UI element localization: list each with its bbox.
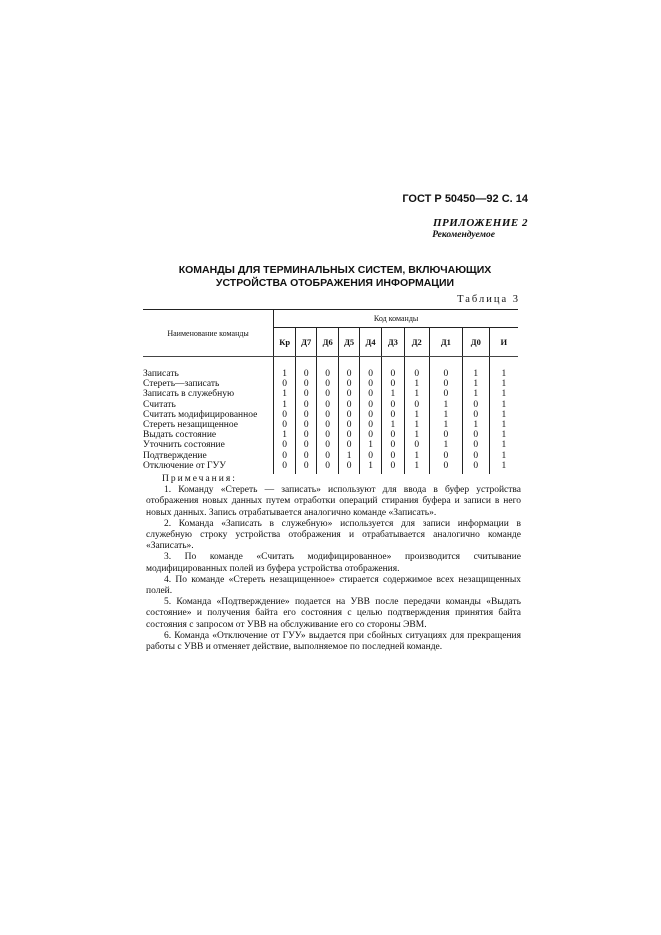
code-bit: 0 [462,410,489,420]
notes [146,474,521,653]
code-bit: 0 [274,440,296,450]
code-bit: 1 [489,420,518,430]
note-item: 5. Команда «Подтверждение» подается на УВВ после передачи команды «Выдать состояние» и получения байта его состояния с целью подтверждения принятия байта состояния с запросом от УВВ на обслуживание его со стороны ЭВМ. [146,597,521,630]
code-bit: 1 [382,420,405,430]
table-row [143,357,518,380]
code-bit: 1 [404,389,429,399]
title-line: КОМАНДЫ ДЛЯ ТЕРМИНАЛЬНЫХ СИСТЕМ, ВКЛЮЧАЮЩИХ [178,264,492,276]
code-bit: 0 [382,357,405,380]
note-item: 1. Команду «Стереть — записать» используют для ввода в буфер устройства отображения новых данных путем отработки операций стирания буфера и записи в него новых данных. Запись отрабатывается аналогично команде «Записать». [146,485,521,518]
code-bit: 1 [489,400,518,410]
code-bit: 1 [274,357,296,380]
code-bit: 0 [317,451,339,461]
code-bit: 0 [317,440,339,450]
code-bit: 1 [489,389,518,399]
code-bit: 0 [382,440,405,450]
code-bit: 0 [360,400,382,410]
code-group-header: Код команды [274,310,518,328]
code-bit: 0 [404,440,429,450]
code-bit: 0 [429,461,462,474]
code-bit: 0 [317,461,339,474]
code-bit: 0 [462,400,489,410]
notes-heading: Примечания: [162,474,237,484]
code-bit: 0 [360,410,382,420]
code-bit: 0 [317,410,339,420]
code-bit: 1 [489,357,518,380]
table-row [143,379,518,389]
code-bit: 0 [360,420,382,430]
column-header: Д4 [360,328,382,357]
command-name: Стереть—записать [143,379,220,390]
code-bit: 0 [339,461,360,474]
code-bit: 1 [462,379,489,389]
code-bit: 0 [404,357,429,380]
code-bit: 0 [360,451,382,461]
code-bit: 1 [404,420,429,430]
code-bit: 1 [429,420,462,430]
code-bit: 0 [382,430,405,440]
code-bit: 1 [429,440,462,450]
code-bit: 0 [274,461,296,474]
code-bit: 1 [489,440,518,450]
command-name: Записать в служебную [143,389,235,400]
column-header: И [489,328,518,357]
code-bit: 0 [296,451,317,461]
code-bit: 0 [360,357,382,380]
table-row [143,451,518,461]
code-bit: 1 [274,430,296,440]
table-label: Таблица 3 [457,294,520,305]
table-row [143,440,518,450]
code-bit: 0 [339,379,360,389]
note-item: 4. По команде «Стереть незащищенное» стирается содержимое всех незащищенных полей. [146,574,521,597]
code-bit: 0 [317,430,339,440]
code-bit: 1 [274,389,296,399]
code-bit: 1 [404,410,429,420]
column-header: Д3 [382,328,405,357]
code-bit: 1 [489,430,518,440]
code-bit: 0 [274,451,296,461]
note-item: 2. Команда «Записать в служебную» используется для записи информации в служебную строку устройства отображения и отрабатывается аналогично команде «Записать». [146,518,521,552]
code-bit: 0 [317,420,339,430]
code-bit: 1 [429,400,462,410]
code-bit: 0 [296,400,317,410]
code-bit: 0 [317,379,339,389]
code-bit: 0 [296,410,317,420]
name-column-header: Наименование команды [143,310,274,357]
code-bit: 0 [382,451,405,461]
code-bit: 0 [462,461,489,474]
code-bit: 0 [296,420,317,430]
command-name: Уточнить состояние [143,440,225,451]
note-item: 6. Команда «Отключение от ГУУ» выдается при сбойных ситуациях для прекращения работы с УВВ и отменяет действие, выполняемое по последней команде. [146,630,521,653]
code-bit: 1 [489,410,518,420]
code-bit: 1 [489,451,518,461]
table-row [143,410,518,420]
code-bit: 0 [339,400,360,410]
code-bit: 0 [296,389,317,399]
code-bit: 1 [462,420,489,430]
command-name: Записать [143,369,179,379]
document-reference: ГОСТ Р 50450—92 С. 14 [402,193,528,205]
code-bit: 0 [339,389,360,399]
code-bit: 0 [317,400,339,410]
code-bit: 1 [404,379,429,389]
code-bit: 0 [317,389,339,399]
code-bit: 1 [339,451,360,461]
code-bit: 0 [404,400,429,410]
note-item: 3. По команде «Считать модифицированное» производится считывание модифицированных полей из буфера устройства отображения. [146,552,521,574]
command-name: Стереть незащищенное [143,420,238,431]
column-header: Д7 [296,328,317,357]
code-bit: 1 [274,400,296,410]
code-bit: 0 [274,410,296,420]
code-bit: 1 [404,461,429,474]
code-bit: 0 [296,430,317,440]
code-bit: 0 [462,440,489,450]
table-row [143,420,518,430]
code-bit: 0 [382,410,405,420]
table-row [143,430,518,440]
code-bit: 0 [339,440,360,450]
code-bit: 0 [296,357,317,380]
code-bit: 0 [462,430,489,440]
column-header: Д1 [429,328,462,357]
code-bit: 0 [339,420,360,430]
code-bit: 0 [339,430,360,440]
section-title [140,264,530,290]
command-table [143,309,518,474]
code-bit: 1 [360,440,382,450]
command-name: Подтверждение [143,450,207,461]
code-bit: 1 [382,389,405,399]
code-bit: 0 [382,379,405,389]
command-name: Считать модифицированное [143,409,258,420]
command-name: Выдать состояние [143,430,217,441]
command-name: Считать [143,399,176,410]
code-bit: 0 [429,451,462,461]
table-row [143,461,518,474]
command-name: Отключение от ГУУ [143,460,226,471]
table-row [143,400,518,410]
code-bit: 0 [429,379,462,389]
code-bit: 0 [339,357,360,380]
column-header: Кр [274,328,296,357]
code-bit: 1 [429,410,462,420]
appendix-label: ПРИЛОЖЕНИЕ 2 [432,217,528,229]
code-bit: 0 [274,420,296,430]
code-bit: 0 [382,461,405,474]
code-bit: 0 [274,379,296,389]
code-bit: 0 [429,430,462,440]
code-bit: 0 [429,357,462,380]
code-bit: 1 [404,430,429,440]
code-bit: 0 [339,410,360,420]
code-bit: 0 [360,379,382,389]
code-bit: 1 [360,461,382,474]
code-bit: 0 [360,430,382,440]
code-bit: 1 [404,451,429,461]
code-bit: 0 [360,389,382,399]
column-header: Д6 [317,328,339,357]
column-header: Д2 [404,328,429,357]
code-bit: 1 [462,389,489,399]
code-bit: 0 [462,451,489,461]
code-bit: 0 [382,400,405,410]
code-bit: 0 [429,389,462,399]
table-row [143,389,518,399]
title-line: УСТРОЙСТВА ОТОБРАЖЕНИЯ ИНФОРМАЦИИ [215,277,455,289]
code-bit: 0 [296,440,317,450]
column-header: Д5 [339,328,360,357]
column-header: Д0 [462,328,489,357]
code-bit: 1 [462,357,489,380]
appendix-status: Рекомендуемое [432,230,495,240]
code-bit: 1 [489,379,518,389]
code-bit: 0 [317,357,339,380]
code-bit: 1 [489,461,518,474]
code-bit: 0 [296,379,317,389]
code-bit: 0 [296,461,317,474]
